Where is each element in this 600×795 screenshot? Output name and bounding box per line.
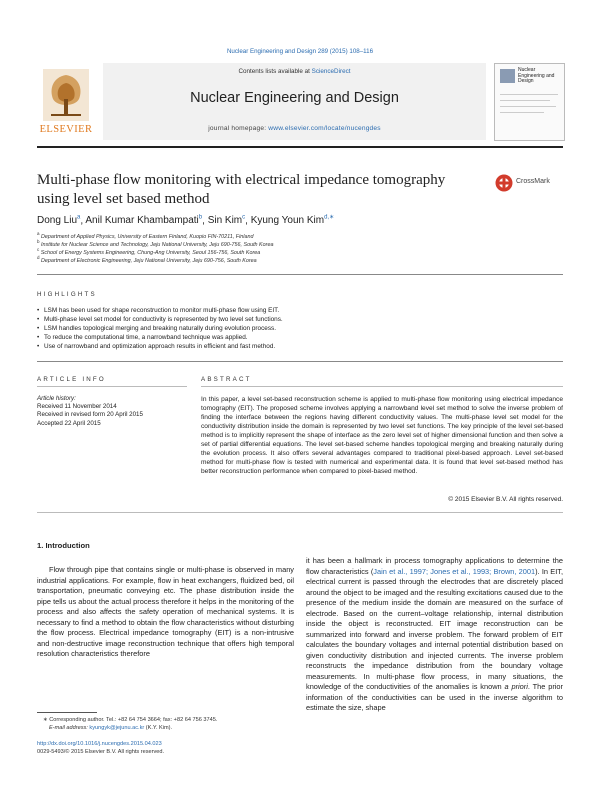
elsevier-logo[interactable] bbox=[37, 67, 95, 139]
publisher-name: ELSEVIER bbox=[39, 124, 93, 135]
corresponding-author: ∗ Corresponding author. Tel.: +82 64 754 3664; fax: +82 64 756 3745. bbox=[43, 717, 218, 723]
elsevier-tree-icon bbox=[43, 69, 89, 121]
highlights-heading: HIGHLIGHTS bbox=[37, 291, 97, 298]
bullet-icon: • bbox=[37, 334, 40, 341]
author[interactable]: Dong Liu$^a$ bbox=[37, 215, 81, 227]
crossmark-label: CrossMark bbox=[516, 178, 550, 185]
highlight-item: • To reduce the computational time, a narrowband technique was applied. bbox=[37, 334, 248, 341]
affiliation: $^a$ Department of Applied Physics, University of Eastern Finland, Kuopio FIN-70211, Finland bbox=[37, 231, 254, 240]
author[interactable]: Kyung Youn Kim$^{d,∗}$ bbox=[250, 215, 335, 227]
section-rule bbox=[37, 274, 563, 275]
author-list: Dong Liu$^a$, Anil Kumar Khambampati$^b$, Sin Kim$^c$, Kyung Youn Kim$^{d,∗}$ bbox=[37, 215, 335, 227]
email-link[interactable]: kyungyk@jejunu.ac.kr bbox=[89, 725, 145, 731]
journal-reference[interactable]: Nuclear Engineering and Design 289 (2015) 108–116 bbox=[226, 48, 374, 55]
cover-divider bbox=[500, 112, 544, 113]
article-info-rule bbox=[37, 386, 187, 387]
abstract-heading: ABSTRACT bbox=[201, 376, 252, 383]
bullet-icon: • bbox=[37, 316, 40, 323]
author[interactable]: Sin Kim$^c$ bbox=[207, 215, 246, 227]
sciencedirect-link[interactable]: ScienceDirect bbox=[311, 68, 351, 75]
journal-title: Nuclear Engineering and Design bbox=[190, 90, 399, 106]
highlight-item: • Use of narrowband and optimization approach results in efficient and fast method. bbox=[37, 343, 276, 350]
affiliation: $^d$ Department of Electronic Engineering, Jeju National University, Jeju 690-756, South Korea bbox=[37, 255, 257, 264]
history-received: Received 11 November 2014 bbox=[37, 403, 117, 411]
history-accepted: Accepted 22 April 2015 bbox=[37, 419, 101, 427]
highlight-item: • Multi-phase level set model for conductivity is represented by two level set functions. bbox=[37, 316, 283, 323]
email-note: E-mail address: kyungyk@jejunu.ac.kr (K.Y. Kim). bbox=[49, 725, 173, 731]
affiliation: $^b$ Institute for Nuclear Science and Technology, Jeju National University, Jeju 690-756, South Korea bbox=[37, 239, 274, 248]
masthead-rule bbox=[37, 146, 563, 148]
introduction-heading: 1. Introduction bbox=[37, 541, 90, 550]
history-revised: Received in revised form 20 April 2015 bbox=[37, 411, 143, 419]
journal-cover-thumbnail[interactable] bbox=[494, 63, 565, 141]
bullet-icon: • bbox=[37, 307, 40, 314]
highlight-item: • LSM handles topological merging and breaking naturally during evolution process. bbox=[37, 325, 276, 332]
cover-divider bbox=[500, 94, 558, 95]
masthead bbox=[37, 63, 563, 140]
affiliation: $^c$ School of Energy Systems Engineering, Chung-Ang University, Seoul 156-756, South Korea bbox=[37, 247, 261, 256]
article-info-heading: ARTICLE INFO bbox=[37, 376, 106, 383]
author[interactable]: Anil Kumar Khambampati$^b$ bbox=[85, 215, 203, 227]
highlight-item: • LSM has been used for shape reconstruction to monitor multi-phase flow using EIT. bbox=[37, 307, 280, 314]
footnote-rule bbox=[37, 712, 97, 713]
crossmark-icon bbox=[495, 174, 513, 192]
homepage-label: journal homepage: bbox=[208, 125, 269, 132]
cover-divider bbox=[500, 100, 550, 101]
introduction-right-column: it has been a hallmark in process tomography applications to determine the flow characteristics (Jain et al., 1997; Jones et al., 1993; Brown, 2001). In EIT, electrical current is passed through the electrodes that are discretely placed around the object to be imaged and the resulting excitations caused due to the presence of the medium inside the domain are measured on the surface of electrode. Based on the current–voltage relationship, internal distribution inside the object is reconstructed. EIT image reconstruction can be summarized into forward and inverse problem. The forward problem of EIT calculates the boundary voltages and internal potential distribution based on given conductivity distribution and injected currents. The inverse problem reconstructs the impedance distribution from the boundary voltage measurements. In multi-phase flow process, in many situations, the knowledge of the conductivities of the anomalies is known a priori. The prior information of the conductivities can be used in the inverse algorithm to estimate the size, shape bbox=[306, 556, 564, 712]
article-history bbox=[37, 395, 143, 428]
abstract-text: In this paper, a level set-based reconstruction scheme is applied to multi-phase flow monitoring using electrical impedance tomography (EIT). The proposed scheme involves applying a narrowband level set method to solve the inverse problem of finding the interface between the regions having different conductivity values. The multi-phase level set model for the conductivity distribution inside the domain is represented by two level set functions. The key principle of the level set-based method is to implicitly represent the shape of interface as the zero level set of higher dimensional function and then solve a set of partial differential equations. The level set-based scheme handles topological merging and breaking naturally during the evolution process. It also offers several advantages compared to traditional pixel-based approach. Level set-based method for multi-phase flow is tested with numerical and experimental data. It is found that level set-based method has better reconstruction performance when compared to pixel-based method. bbox=[201, 396, 563, 476]
introduction-left-column: Flow through pipe that contains single or multi-phase is observed in many industrial applications. For example, flow in heat exchangers, fluidized bed, oil transportation, pneumatic conveying etc. The phase distribution inside the pipe tells us about the actual process therefore it helps in the monitoring of the process and also affects the safety operation of mechanical systems. It is necessary to find a method to obtain the flow characteristics without disturbing the flow process. Electrical impedance tomography (EIT) is a non-intrusive and non-destructive image reconstruction technique that offers high temporal resolution characteristics therefore bbox=[37, 565, 294, 659]
bullet-icon: • bbox=[37, 325, 40, 332]
contents-line bbox=[103, 68, 486, 75]
cover-divider bbox=[500, 106, 556, 107]
cover-image bbox=[500, 69, 515, 83]
abstract-rule bbox=[201, 386, 563, 387]
homepage-link[interactable]: www.elsevier.com/locate/nucengdes bbox=[268, 125, 381, 132]
citation-link[interactable]: Jain et al., 1997; Jones et al., 1993; Brown, 2001 bbox=[373, 566, 536, 576]
article-title: Multi-phase flow monitoring with electrical impedance tomography using level set based method bbox=[37, 172, 446, 207]
section-rule bbox=[37, 512, 563, 513]
cover-title: Nuclear Engineering and Design bbox=[518, 67, 555, 84]
journal-homepage bbox=[103, 125, 486, 132]
section-rule bbox=[37, 361, 563, 362]
masthead-banner bbox=[103, 63, 486, 140]
history-label: Article history: bbox=[37, 395, 76, 402]
abstract-copyright: © 2015 Elsevier B.V. All rights reserved. bbox=[448, 496, 563, 503]
issn-line: 0029-5493/© 2015 Elsevier B.V. All rights reserved. bbox=[37, 749, 165, 755]
bullet-icon: • bbox=[37, 343, 40, 350]
doi-link[interactable]: http://dx.doi.org/10.1016/j.nucengdes.2015.04.023 bbox=[37, 741, 162, 747]
crossmark-badge[interactable] bbox=[495, 174, 561, 192]
contents-prefix: Contents lists available at bbox=[238, 68, 312, 75]
